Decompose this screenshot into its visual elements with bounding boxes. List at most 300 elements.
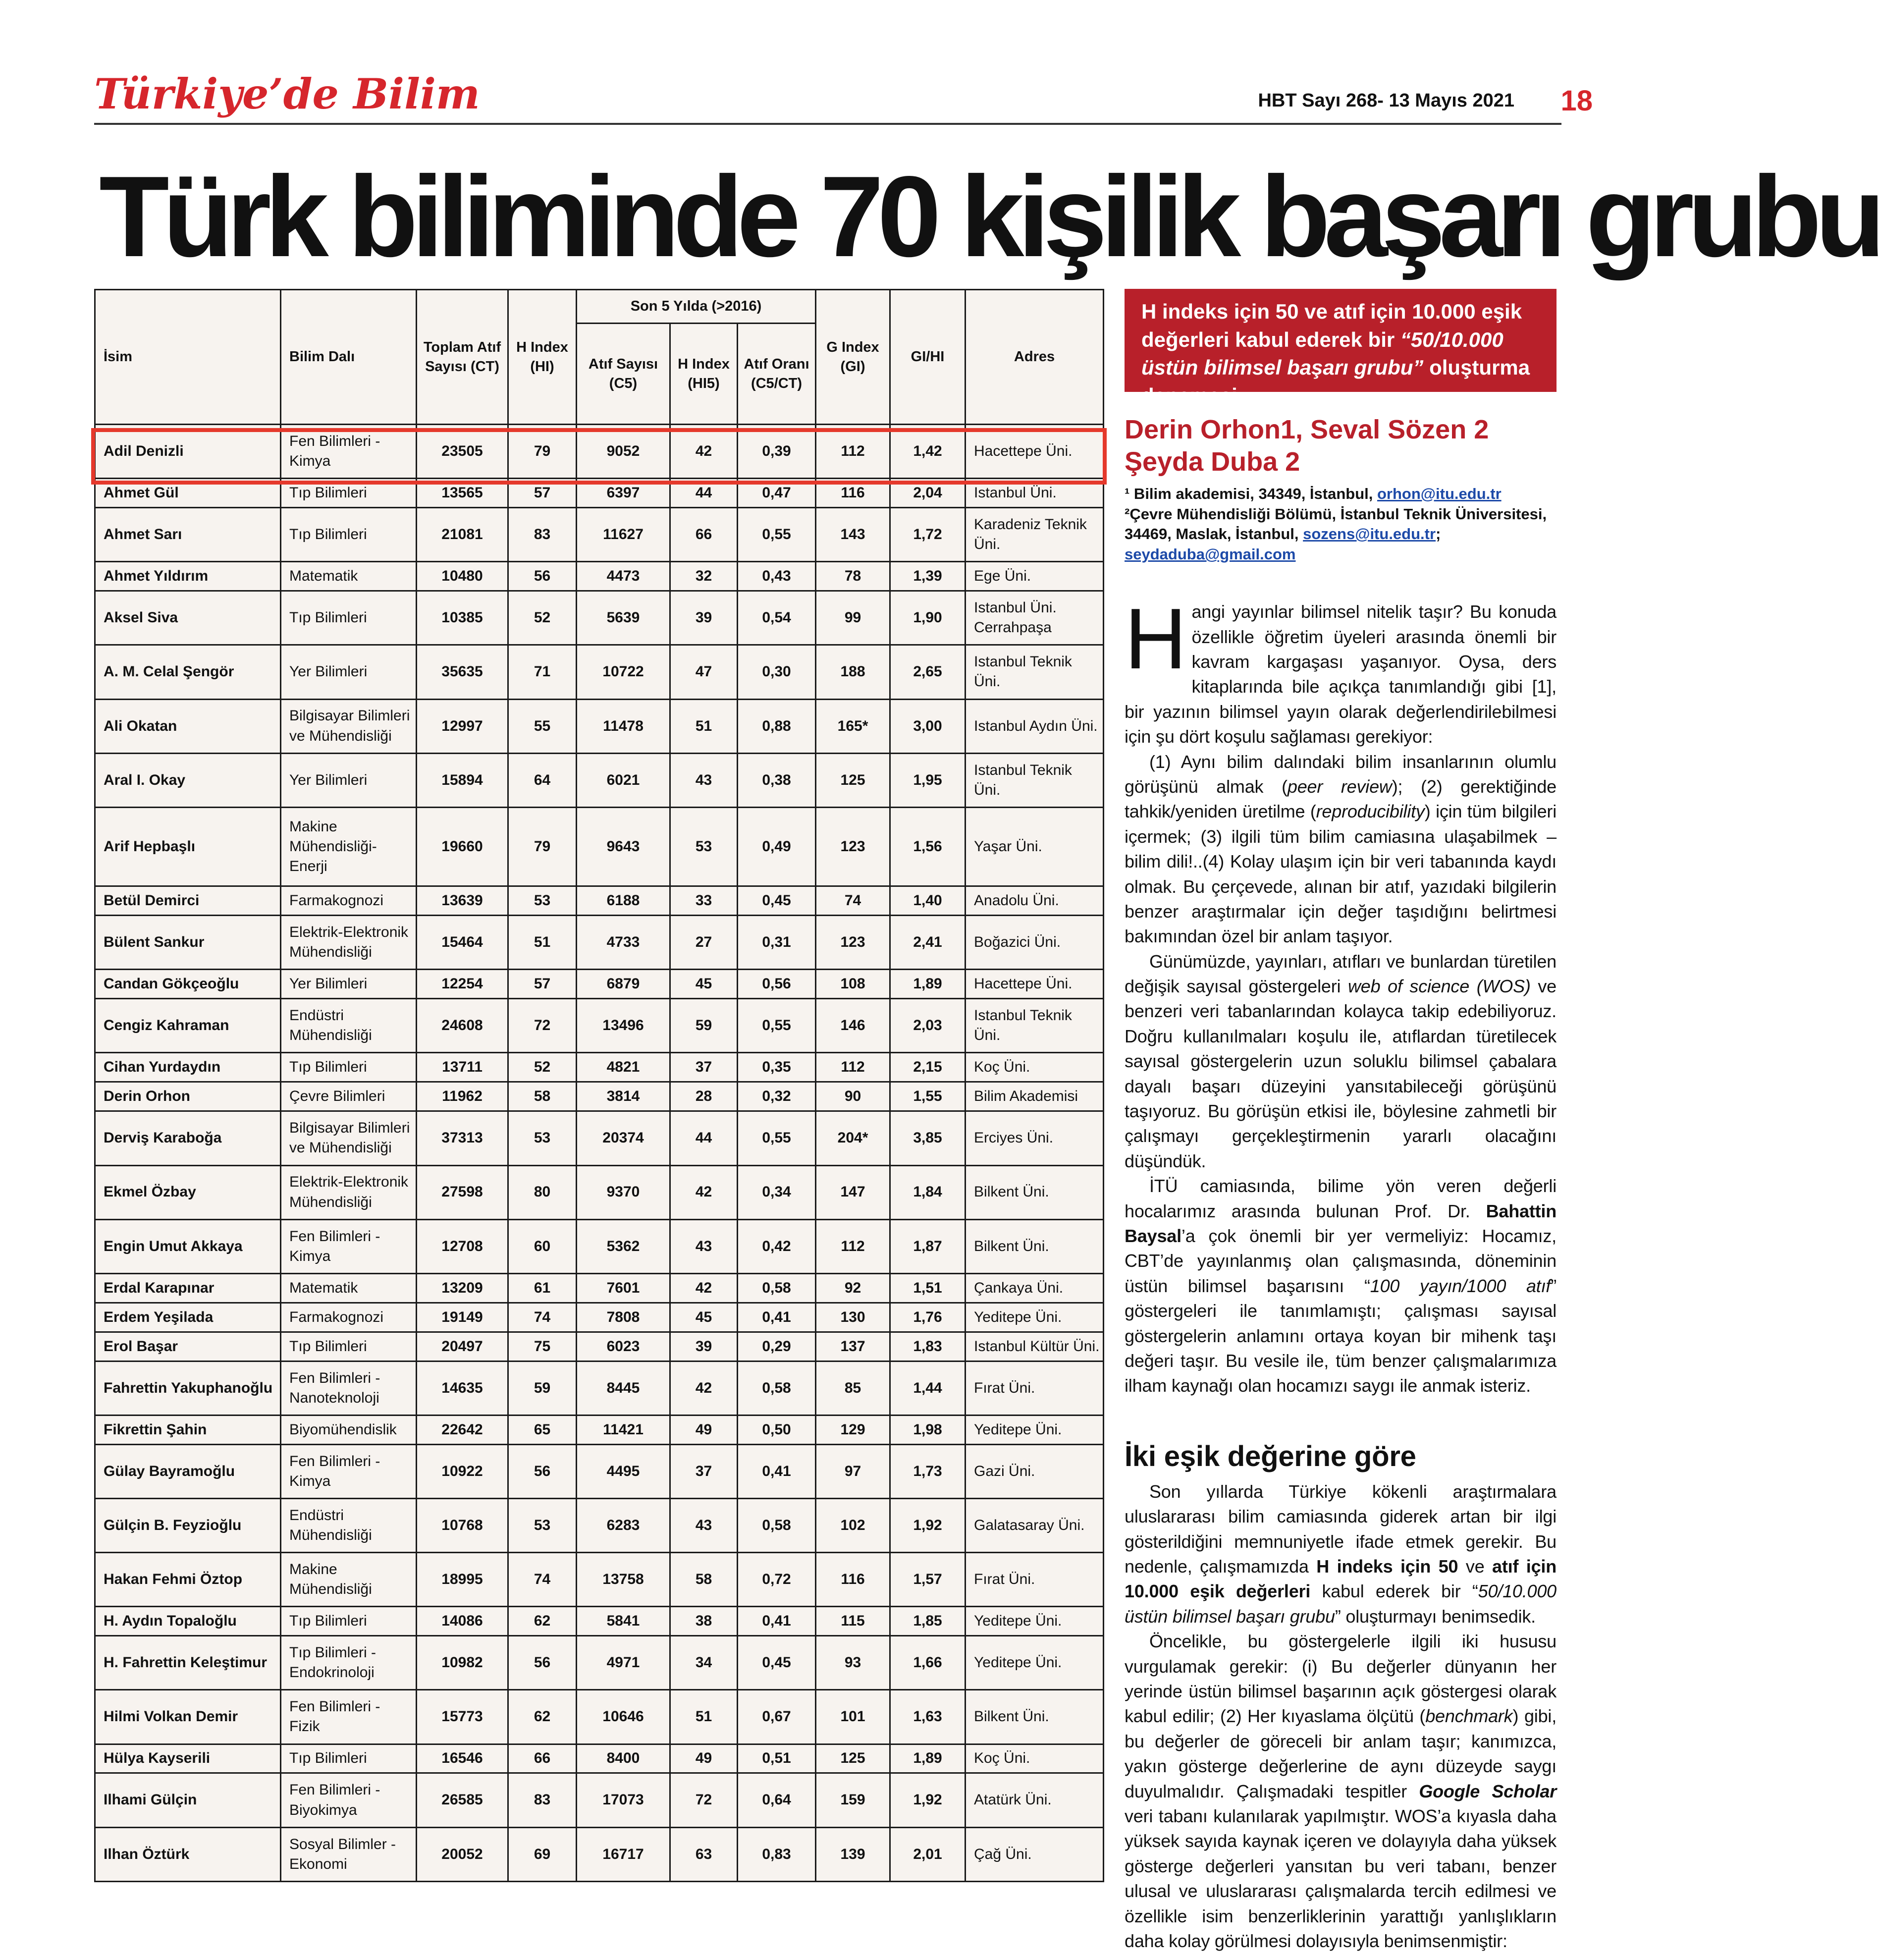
p4d: 100 yayın/1000 atıf (1370, 1275, 1551, 1296)
cell-ct: 37313 (417, 1111, 508, 1165)
cell-c5: 4733 (577, 916, 670, 970)
cell-gihi: 1,72 (890, 508, 966, 562)
p3b: web of science (WOS) (1348, 976, 1531, 997)
cell-ratio: 0,58 (738, 1273, 816, 1303)
table-row (95, 1053, 1104, 1082)
table-row (95, 1415, 1104, 1444)
cell-gi: 159 (816, 1773, 890, 1827)
cell-name: Gülay Bayramoğlu (95, 1444, 281, 1498)
cell-name: Ahmet Gül (95, 479, 281, 508)
cell-field: Makine Mühendisliği-Enerji (281, 807, 417, 886)
cell-hi: 83 (508, 1773, 577, 1827)
cell-ratio: 0,56 (738, 970, 816, 999)
cell-ratio: 0,43 (738, 562, 816, 591)
cell-hi5: 39 (670, 1332, 738, 1361)
cell-name: Fikrettin Şahin (95, 1415, 281, 1444)
callout-box (1125, 289, 1557, 408)
cell-addr: Ege Üni. (966, 562, 1104, 591)
cell-ct: 18995 (417, 1553, 508, 1607)
cell-hi5: 49 (670, 1415, 738, 1444)
cell-c5: 13758 (577, 1553, 670, 1607)
table-row (95, 753, 1104, 807)
cell-ratio: 0,30 (738, 645, 816, 699)
cell-addr: Hacettepe Üni. (966, 425, 1104, 479)
paragraph-4 (1125, 1174, 1557, 1399)
col-addr-header: Adres (966, 290, 1104, 425)
cell-field: Farmakognozi (281, 886, 417, 916)
table-row (95, 1498, 1104, 1552)
cell-ratio: 0,64 (738, 1773, 816, 1827)
cell-c5: 7808 (577, 1303, 670, 1332)
cell-hi5: 66 (670, 508, 738, 562)
cell-c5: 4473 (577, 562, 670, 591)
email-link-3[interactable]: seydaduba@gmail.com (1125, 545, 1296, 563)
cell-hi: 56 (508, 1444, 577, 1498)
table-row (95, 1744, 1104, 1773)
cell-gi: 146 (816, 999, 890, 1053)
cell-addr: Anadolu Üni. (966, 886, 1104, 916)
cell-hi5: 63 (670, 1827, 738, 1881)
cell-ratio: 0,45 (738, 1636, 816, 1690)
cell-ct: 19660 (417, 807, 508, 886)
cell-hi: 65 (508, 1415, 577, 1444)
table-row (95, 591, 1104, 645)
col-c5-header: Atıf Sayısı (C5) (577, 324, 670, 425)
cell-ct: 10982 (417, 1636, 508, 1690)
cell-c5: 8445 (577, 1361, 670, 1415)
cell-name: Ilhan Öztürk (95, 1827, 281, 1881)
paragraph-1-text: angi yayınlar bilimsel nitelik taşır? Bu konuda özellikle öğretim üyeleri arasında önemli bir kavram kargaşası yaşanıyor. Oysa, ders kitaplarında bile açıkça tanımlandığı gibi [1], bir yazının bilimsel yayın olarak değerlendirilebilmesi için şu dört koşulu sağlaması gerekiyor: (1125, 601, 1557, 747)
cell-gi: 102 (816, 1498, 890, 1552)
table-row (95, 1827, 1104, 1881)
cell-hi5: 37 (670, 1053, 738, 1082)
cell-gi: 123 (816, 916, 890, 970)
cell-c5: 6283 (577, 1498, 670, 1552)
cell-field: Tıp Bilimleri (281, 479, 417, 508)
cell-hi5: 43 (670, 1219, 738, 1273)
cell-gihi: 1,63 (890, 1690, 966, 1744)
p3a: Günümüzde, yayınları, atıfları ve bunlardan türetilen değişik sayısal göstergeleri (1125, 951, 1557, 997)
cell-ct: 19149 (417, 1303, 508, 1332)
cell-hi: 71 (508, 645, 577, 699)
cell-field: Endüstri Mühendisliği (281, 1498, 417, 1552)
cell-addr: Yeditepe Üni. (966, 1415, 1104, 1444)
cell-c5: 3814 (577, 1082, 670, 1111)
cell-field: Elektrik-Elektronik Mühendisliği (281, 916, 417, 970)
p4b: Bahattin Baysal (1125, 1200, 1557, 1246)
cell-gi: 116 (816, 479, 890, 508)
cell-gihi: 1,39 (890, 562, 966, 591)
cell-hi: 60 (508, 1219, 577, 1273)
authors: Derin Orhon1, Seval Sözen 2 Şeyda Duba 2 (1125, 415, 1489, 477)
cell-hi5: 53 (670, 807, 738, 886)
cell-name: Erdem Yeşilada (95, 1303, 281, 1332)
cell-name: Aral I. Okay (95, 753, 281, 807)
cell-hi: 75 (508, 1332, 577, 1361)
cell-gihi: 1,90 (890, 591, 966, 645)
cell-gihi: 1,40 (890, 886, 966, 916)
cell-field: Yer Bilimleri (281, 753, 417, 807)
cell-gi: 125 (816, 753, 890, 807)
cell-hi: 58 (508, 1082, 577, 1111)
callout-text-3: oluşturma denemesi. (1141, 356, 1530, 408)
cell-field: Çevre Bilimleri (281, 1082, 417, 1111)
table-row (95, 1361, 1104, 1415)
cell-hi5: 45 (670, 970, 738, 999)
cell-ct: 11962 (417, 1082, 508, 1111)
cell-c5: 6397 (577, 479, 670, 508)
table-row (95, 1332, 1104, 1361)
cell-gihi: 2,01 (890, 1827, 966, 1881)
table-row (95, 1219, 1104, 1273)
cell-gi: 90 (816, 1082, 890, 1111)
email-link-2[interactable]: sozens@itu.edu.tr (1303, 525, 1436, 543)
cell-ct: 12997 (417, 699, 508, 753)
cell-hi: 79 (508, 807, 577, 886)
cell-addr: Istanbul Aydın Üni. (966, 699, 1104, 753)
cell-hi5: 43 (670, 1498, 738, 1552)
highlight-box (91, 428, 1107, 485)
cell-ct: 10480 (417, 562, 508, 591)
cell-hi5: 37 (670, 1444, 738, 1498)
cell-name: Aksel Siva (95, 591, 281, 645)
cell-hi5: 44 (670, 1111, 738, 1165)
table-row (95, 562, 1104, 591)
cell-c5: 4821 (577, 1053, 670, 1082)
cell-c5: 6021 (577, 753, 670, 807)
cell-ct: 10768 (417, 1498, 508, 1552)
cell-hi5: 49 (670, 1744, 738, 1773)
cell-name: Erol Başar (95, 1332, 281, 1361)
cell-c5: 6023 (577, 1332, 670, 1361)
cell-ct: 21081 (417, 508, 508, 562)
cell-addr: Galatasaray Üni. (966, 1498, 1104, 1552)
cell-hi: 52 (508, 1053, 577, 1082)
cell-gihi: 2,04 (890, 479, 966, 508)
cell-ratio: 0,54 (738, 591, 816, 645)
cell-gihi: 2,65 (890, 645, 966, 699)
cell-addr: Istanbul Üni. Cerrahpaşa (966, 591, 1104, 645)
cell-c5: 6879 (577, 970, 670, 999)
cell-ct: 23505 (417, 425, 508, 479)
cell-addr: Fırat Üni. (966, 1361, 1104, 1415)
cell-c5: 5639 (577, 591, 670, 645)
cell-ct: 14086 (417, 1607, 508, 1636)
cell-field: Tıp Bilimleri (281, 591, 417, 645)
cell-hi: 55 (508, 699, 577, 753)
cell-field: Bilgisayar Bilimleri ve Mühendisliği (281, 699, 417, 753)
p2d: reproducibility (1316, 801, 1425, 822)
table-row (95, 1082, 1104, 1111)
cell-c5: 9052 (577, 425, 670, 479)
table-row (95, 807, 1104, 886)
cell-ct: 15894 (417, 753, 508, 807)
cell-gi: 116 (816, 1553, 890, 1607)
article-body (1125, 590, 1557, 1954)
cell-addr: Yeditepe Üni. (966, 1607, 1104, 1636)
table-row (95, 1553, 1104, 1607)
cell-c5: 9370 (577, 1165, 670, 1219)
cell-hi: 53 (508, 886, 577, 916)
page-number: 18 (1560, 85, 1593, 117)
table-row (95, 1165, 1104, 1219)
section-title: Türkiye’de Bilim (94, 69, 480, 118)
table-row (95, 1636, 1104, 1690)
cell-ratio: 0,88 (738, 699, 816, 753)
cell-ratio: 0,58 (738, 1361, 816, 1415)
table-row (95, 916, 1104, 970)
p5c: ve (1458, 1556, 1493, 1577)
subheading: İki eşik değerine göre (1125, 1440, 1416, 1472)
paragraph-5 (1125, 1479, 1557, 1629)
cell-hi: 53 (508, 1498, 577, 1552)
cell-name: Erdal Karapınar (95, 1273, 281, 1303)
cell-gihi: 1,84 (890, 1165, 966, 1219)
cell-c5: 5841 (577, 1607, 670, 1636)
drop-cap: H (1125, 590, 1187, 687)
table-row (95, 999, 1104, 1053)
cell-ct: 14635 (417, 1361, 508, 1415)
cell-hi: 74 (508, 1303, 577, 1332)
cell-addr: Hacettepe Üni. (966, 970, 1104, 999)
cell-addr: Çankaya Üni. (966, 1273, 1104, 1303)
cell-hi5: 51 (670, 1690, 738, 1744)
cell-hi: 59 (508, 1361, 577, 1415)
cell-gihi: 1,89 (890, 1744, 966, 1773)
cell-field: Tıp Bilimleri (281, 1607, 417, 1636)
cell-c5: 13496 (577, 999, 670, 1053)
cell-field: Bilgisayar Bilimleri ve Mühendisliği (281, 1111, 417, 1165)
cell-addr: Koç Üni. (966, 1053, 1104, 1082)
cell-ratio: 0,31 (738, 916, 816, 970)
cell-hi: 79 (508, 425, 577, 479)
table-row (95, 886, 1104, 916)
cell-c5: 10722 (577, 645, 670, 699)
cell-ratio: 0,29 (738, 1332, 816, 1361)
cell-gi: 129 (816, 1415, 890, 1444)
paragraph-2 (1125, 750, 1557, 949)
col-ct-header: Toplam Atıf Sayısı (CT) (417, 290, 508, 425)
cell-gihi: 1,66 (890, 1636, 966, 1690)
headline: Türk biliminde 70 kişilik başarı grubu (99, 153, 1879, 281)
affil-line-2: ²Çevre Mühendisliği Bölümü, İstanbul Teknik Üniversitesi, 34469, Maslak, İstanbul, (1125, 505, 1547, 543)
cell-hi5: 72 (670, 1773, 738, 1827)
cell-gihi: 1,92 (890, 1498, 966, 1552)
col-ratio-header: Atıf Oranı (C5/CT) (738, 324, 816, 425)
cell-ct: 15464 (417, 916, 508, 970)
cell-ratio: 0,55 (738, 999, 816, 1053)
cell-name: Engin Umut Akkaya (95, 1219, 281, 1273)
cell-ct: 20052 (417, 1827, 508, 1881)
cell-name: H. Aydın Topaloğlu (95, 1607, 281, 1636)
cell-gihi: 1,57 (890, 1553, 966, 1607)
cell-gi: 123 (816, 807, 890, 886)
cell-addr: Istanbul Teknik Üni. (966, 999, 1104, 1053)
cell-addr: Fırat Üni. (966, 1553, 1104, 1607)
cell-ratio: 0,45 (738, 886, 816, 916)
cell-gihi: 1,98 (890, 1415, 966, 1444)
cell-gihi: 1,89 (890, 970, 966, 999)
cell-gi: 78 (816, 562, 890, 591)
cell-gihi: 1,56 (890, 807, 966, 886)
cell-c5: 8400 (577, 1744, 670, 1773)
cell-gi: 188 (816, 645, 890, 699)
cell-ct: 12708 (417, 1219, 508, 1273)
cell-hi: 62 (508, 1690, 577, 1744)
cell-field: Yer Bilimleri (281, 970, 417, 999)
cell-ratio: 0,50 (738, 1415, 816, 1444)
cell-hi: 62 (508, 1607, 577, 1636)
table-row (95, 699, 1104, 753)
cell-hi5: 45 (670, 1303, 738, 1332)
cell-hi: 51 (508, 916, 577, 970)
cell-hi: 57 (508, 970, 577, 999)
cell-field: Tıp Bilimleri - Endokrinoloji (281, 1636, 417, 1690)
cell-addr: Bilkent Üni. (966, 1690, 1104, 1744)
cell-gihi: 1,55 (890, 1082, 966, 1111)
cell-hi: 56 (508, 562, 577, 591)
col-hi-header: H Index (HI) (508, 290, 577, 425)
cell-hi: 72 (508, 999, 577, 1053)
cell-ratio: 0,38 (738, 753, 816, 807)
p5d: atıf için 10.000 eşik değerleri (1125, 1556, 1557, 1602)
cell-name: Hakan Fehmi Öztop (95, 1553, 281, 1607)
p5g: ” oluşturmayı benimsedik. (1335, 1606, 1536, 1627)
cell-addr: Koç Üni. (966, 1744, 1104, 1773)
cell-gi: 112 (816, 425, 890, 479)
cell-hi5: 42 (670, 1361, 738, 1415)
cell-ct: 35635 (417, 645, 508, 699)
cell-name: Betül Demirci (95, 886, 281, 916)
cell-ct: 13639 (417, 886, 508, 916)
cell-gihi: 1,83 (890, 1332, 966, 1361)
cell-gihi: 1,73 (890, 1444, 966, 1498)
cell-c5: 11421 (577, 1415, 670, 1444)
cell-hi: 74 (508, 1553, 577, 1607)
cell-ratio: 0,41 (738, 1303, 816, 1332)
last5-group-header: Son 5 Yılda (>2016) (577, 290, 816, 324)
cell-ratio: 0,51 (738, 1744, 816, 1773)
cell-addr: Bilkent Üni. (966, 1219, 1104, 1273)
cell-gihi: 1,85 (890, 1607, 966, 1636)
p5a: Son yıllarda Türkiye kökenli araştırmalara uluslararası bilim camiasında giderek artan bir ilgi gösterildiğini memnuniyetle ifade etmek gerekir. Bu nedenle, çalışmamızda (1125, 1481, 1557, 1577)
cell-ct: 13565 (417, 479, 508, 508)
cell-field: Biyomühendislik (281, 1415, 417, 1444)
cell-ratio: 0,83 (738, 1827, 816, 1881)
cell-field: Fen Bilimleri - Biyokimya (281, 1773, 417, 1827)
cell-hi: 56 (508, 1636, 577, 1690)
cell-field: Tıp Bilimleri (281, 1332, 417, 1361)
cell-name: H. Fahrettin Keleştimur (95, 1636, 281, 1690)
cell-c5: 11627 (577, 508, 670, 562)
p6e: veri tabanı kulanılarak yapılmıştır. WOS’a kıyasla daha yüksek sayıda kaynak içeren ve dolayıyla daha yüksek gösterge değerleri yansıtan bu veri tabanı, benzer ulusal ve uluslararası çalışmalarda tercih edilmesi ve özellikle isim benzerliklerinin yarattığı yanlışlıkların daha kolay görülmesi dolayısıyla benimsenmiştir: (1125, 1805, 1557, 1951)
cell-field: Fen Bilimleri - Kimya (281, 425, 417, 479)
table-row (95, 1690, 1104, 1744)
cell-field: Matematik (281, 1273, 417, 1303)
cell-c5: 4971 (577, 1636, 670, 1690)
cell-addr: Bilkent Üni. (966, 1165, 1104, 1219)
cell-name: Adil Denizli (95, 425, 281, 479)
cell-gi: 112 (816, 1219, 890, 1273)
cell-addr: Karadeniz Teknik Üni. (966, 508, 1104, 562)
table-row (95, 1273, 1104, 1303)
cell-gihi: 1,87 (890, 1219, 966, 1273)
cell-ratio: 0,55 (738, 508, 816, 562)
cell-gihi: 2,03 (890, 999, 966, 1053)
cell-c5: 7601 (577, 1273, 670, 1303)
p6c: ) gibi, bu değerler de göreceli bir anlam taşır; kanımızca, yakın gösterge değerlerine de aynı düzeyde saygı duyulmalıdır. Çalışmadaki tespitler (1125, 1706, 1557, 1801)
cell-ratio: 0,34 (738, 1165, 816, 1219)
cell-addr: Boğazici Üni. (966, 916, 1104, 970)
cell-hi5: 43 (670, 753, 738, 807)
cell-gi: 137 (816, 1332, 890, 1361)
p6d: Google Scholar (1419, 1781, 1557, 1801)
cell-gi: 99 (816, 591, 890, 645)
cell-addr: Istanbul Teknik Üni. (966, 753, 1104, 807)
cell-c5: 5362 (577, 1219, 670, 1273)
cell-ratio: 0,47 (738, 479, 816, 508)
cell-name: Ahmet Sarı (95, 508, 281, 562)
p2e: ) için tüm bilgileri içermek; (3) ilgili tüm bilim camiasına ulaşabilmek – bilim dili!..(4) Kolay ulaşım için bir veri tabanında kaydı olmak. Bu çerçevede, alınan bir atıf, yazıdaki bilgilerin benzer araştırmalar için değer taşıdığını belirtmesi bakımından özel bir anlam taşıyor. (1125, 801, 1557, 947)
cell-addr: Istanbul Üni. (966, 479, 1104, 508)
cell-hi: 64 (508, 753, 577, 807)
p5b: H indeks için 50 (1316, 1556, 1458, 1577)
email-link-1[interactable]: orhon@itu.edu.tr (1377, 485, 1502, 502)
cell-c5: 20374 (577, 1111, 670, 1165)
cell-field: Yer Bilimleri (281, 645, 417, 699)
cell-gihi: 1,42 (890, 425, 966, 479)
cell-ratio: 0,35 (738, 1053, 816, 1082)
cell-field: Sosyal Bilimler - Ekonomi (281, 1827, 417, 1881)
cell-ratio: 0,55 (738, 1111, 816, 1165)
cell-gihi: 2,41 (890, 916, 966, 970)
cell-gi: 93 (816, 1636, 890, 1690)
cell-ct: 13711 (417, 1053, 508, 1082)
callout-text-2: “50/10.000 üstün bilimsel başarı grubu” (1141, 327, 1503, 380)
cell-hi5: 59 (670, 999, 738, 1053)
cell-ct: 15773 (417, 1690, 508, 1744)
cell-gihi: 1,51 (890, 1273, 966, 1303)
col-gi-header: G Index (GI) (816, 290, 890, 425)
cell-name: Cengiz Kahraman (95, 999, 281, 1053)
cell-hi5: 44 (670, 479, 738, 508)
cell-addr: Istanbul Teknik Üni. (966, 645, 1104, 699)
p6a: Öncelikle, bu göstergelerle ilgili iki hususu vurgulamak gerekir: (i) Bu değerler dünyanın her yerinde üstün bilimsel başarının açık göstergesi olarak kabul edilir; (2) Her kıyaslama ölçütü ( (1125, 1631, 1557, 1727)
cell-addr: Yeditepe Üni. (966, 1636, 1104, 1690)
cell-name: Hülya Kayserili (95, 1744, 281, 1773)
p2a: (1) Aynı bilim dalındaki bilim insanlarının olumlu görüşünü almak ( (1125, 751, 1557, 797)
cell-gi: 143 (816, 508, 890, 562)
paragraph-3 (1125, 949, 1557, 1174)
table-row (95, 970, 1104, 999)
cell-name: Arif Hepbaşlı (95, 807, 281, 886)
cell-ct: 16546 (417, 1744, 508, 1773)
cell-hi: 52 (508, 591, 577, 645)
cell-c5: 9643 (577, 807, 670, 886)
cell-field: Elektrik-Elektronik Mühendisliği (281, 1165, 417, 1219)
cell-name: Cihan Yurdaydın (95, 1053, 281, 1082)
cell-hi5: 38 (670, 1607, 738, 1636)
col-field-header: Bilim Dalı (281, 290, 417, 425)
cell-ct: 22642 (417, 1415, 508, 1444)
cell-hi5: 47 (670, 645, 738, 699)
cell-c5: 16717 (577, 1827, 670, 1881)
cell-ct: 13209 (417, 1273, 508, 1303)
p6b: benchmark (1425, 1706, 1513, 1727)
col-gihi-header: GI/HI (890, 290, 966, 425)
cell-field: Fen Bilimleri - Fizik (281, 1690, 417, 1744)
cell-addr: Erciyes Üni. (966, 1111, 1104, 1165)
